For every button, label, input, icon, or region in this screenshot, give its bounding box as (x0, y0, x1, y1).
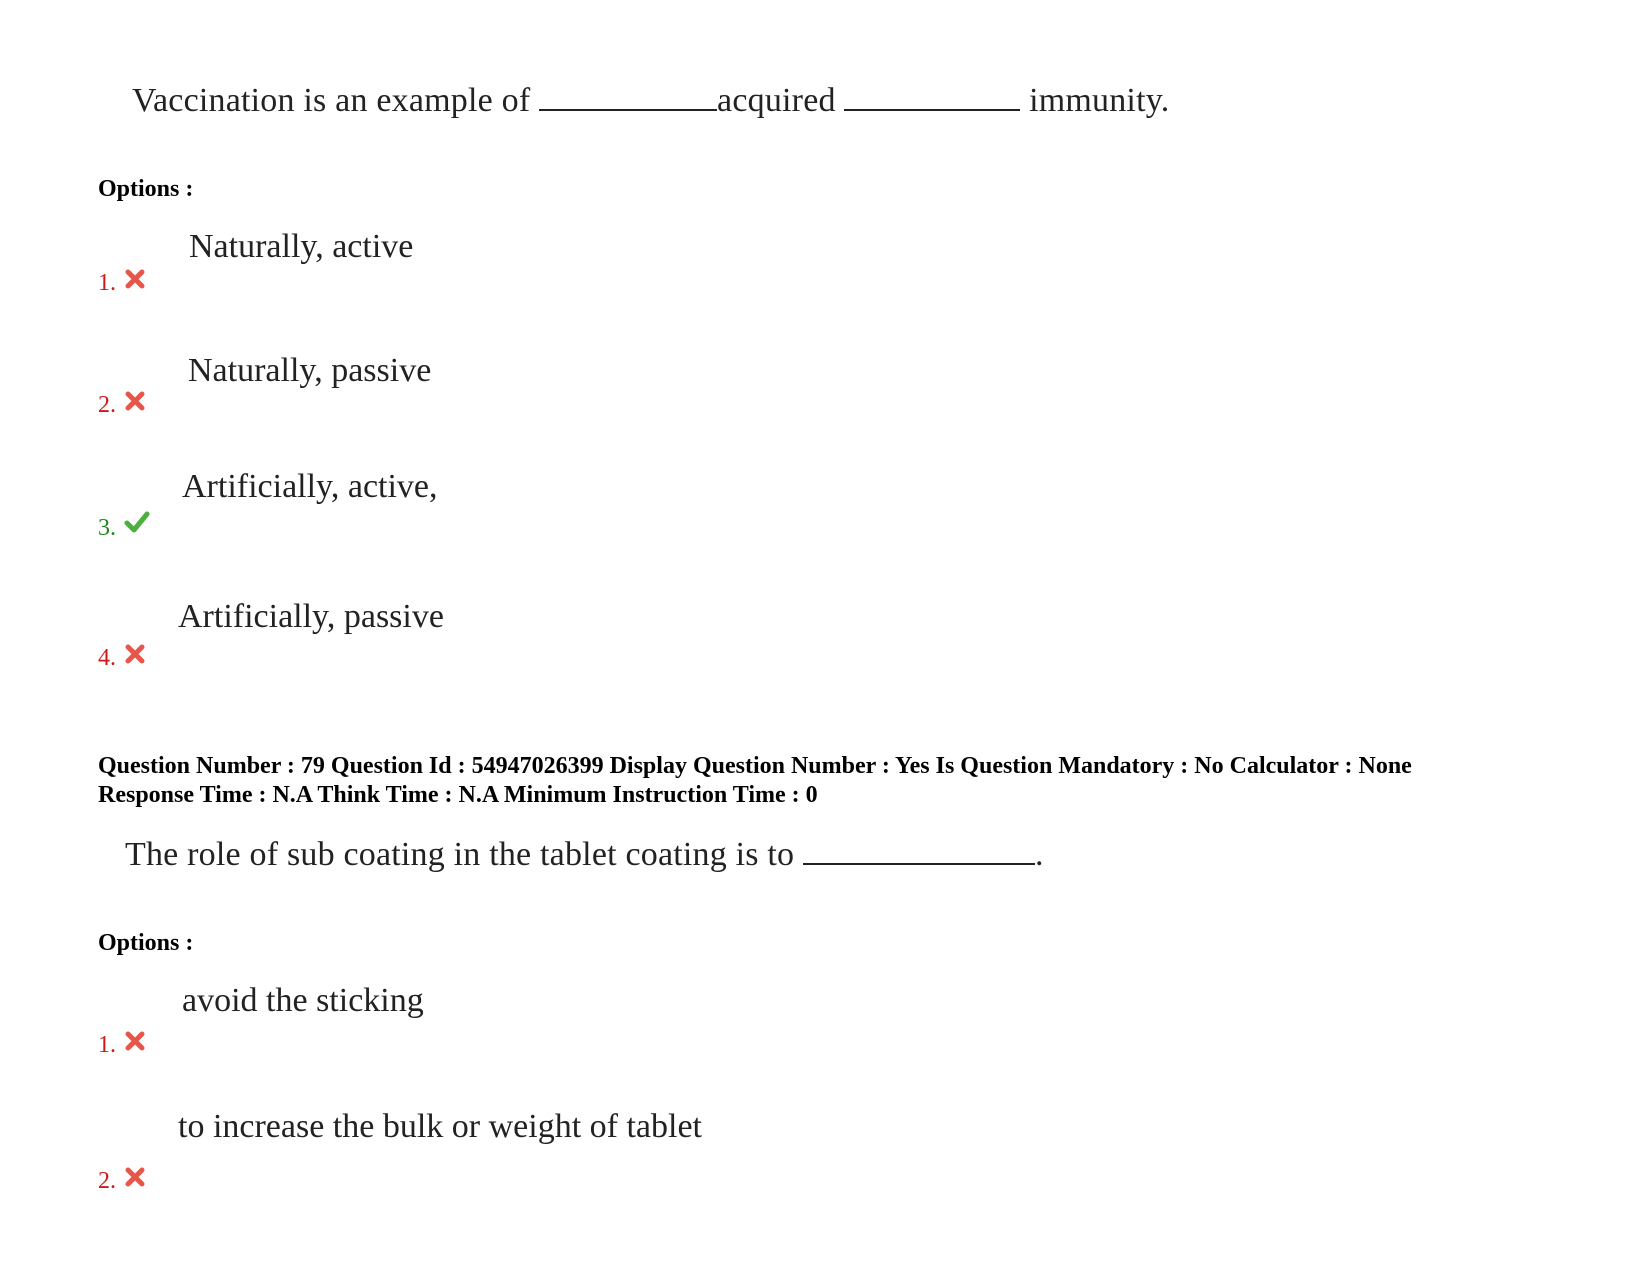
option-number: 2. (98, 1168, 116, 1194)
options-label: Options : (98, 930, 194, 956)
option-number: 2. (98, 392, 116, 418)
question-79-text-part2: . (1034, 836, 1044, 873)
cross-icon (124, 1166, 146, 1188)
option-number: 1. (98, 270, 116, 296)
question-79-meta (98, 752, 1412, 810)
option-text: Naturally, passive (188, 352, 432, 389)
question-meta-line-1: Question Number : 79 Question Id : 54947026399 Display Question Number : Yes Is Question Mandatory : No Calculator : None (98, 753, 1412, 779)
cross-icon (124, 643, 146, 665)
cross-icon (124, 390, 146, 412)
blank-line (539, 83, 717, 111)
question-79-stem (125, 836, 1044, 874)
option-text: Artificially, passive (178, 598, 444, 635)
question-79-text-part1: The role of sub coating in the tablet coating is to (125, 836, 803, 873)
option-number: 3. (98, 515, 116, 541)
question-meta-line-2: Response Time : N.A Think Time : N.A Minimum Instruction Time : 0 (98, 782, 818, 808)
blank-line (803, 837, 1035, 865)
check-icon (124, 510, 150, 534)
option-text: Naturally, active (189, 228, 414, 265)
question-78-stem (132, 82, 1169, 120)
blank-line (844, 83, 1020, 111)
option-text: avoid the sticking (182, 982, 424, 1019)
question-78-text-part1: Vaccination is an example of (132, 82, 540, 119)
option-number: 1. (98, 1032, 116, 1058)
question-78-text-part2: acquired (717, 82, 845, 119)
option-text: to increase the bulk or weight of tablet (178, 1108, 702, 1145)
cross-icon (124, 1030, 146, 1052)
option-number: 4. (98, 645, 116, 671)
cross-icon (124, 268, 146, 290)
options-label: Options : (98, 176, 194, 202)
option-text: Artificially, active, (182, 468, 438, 505)
question-78-text-part3: immunity. (1020, 82, 1170, 119)
